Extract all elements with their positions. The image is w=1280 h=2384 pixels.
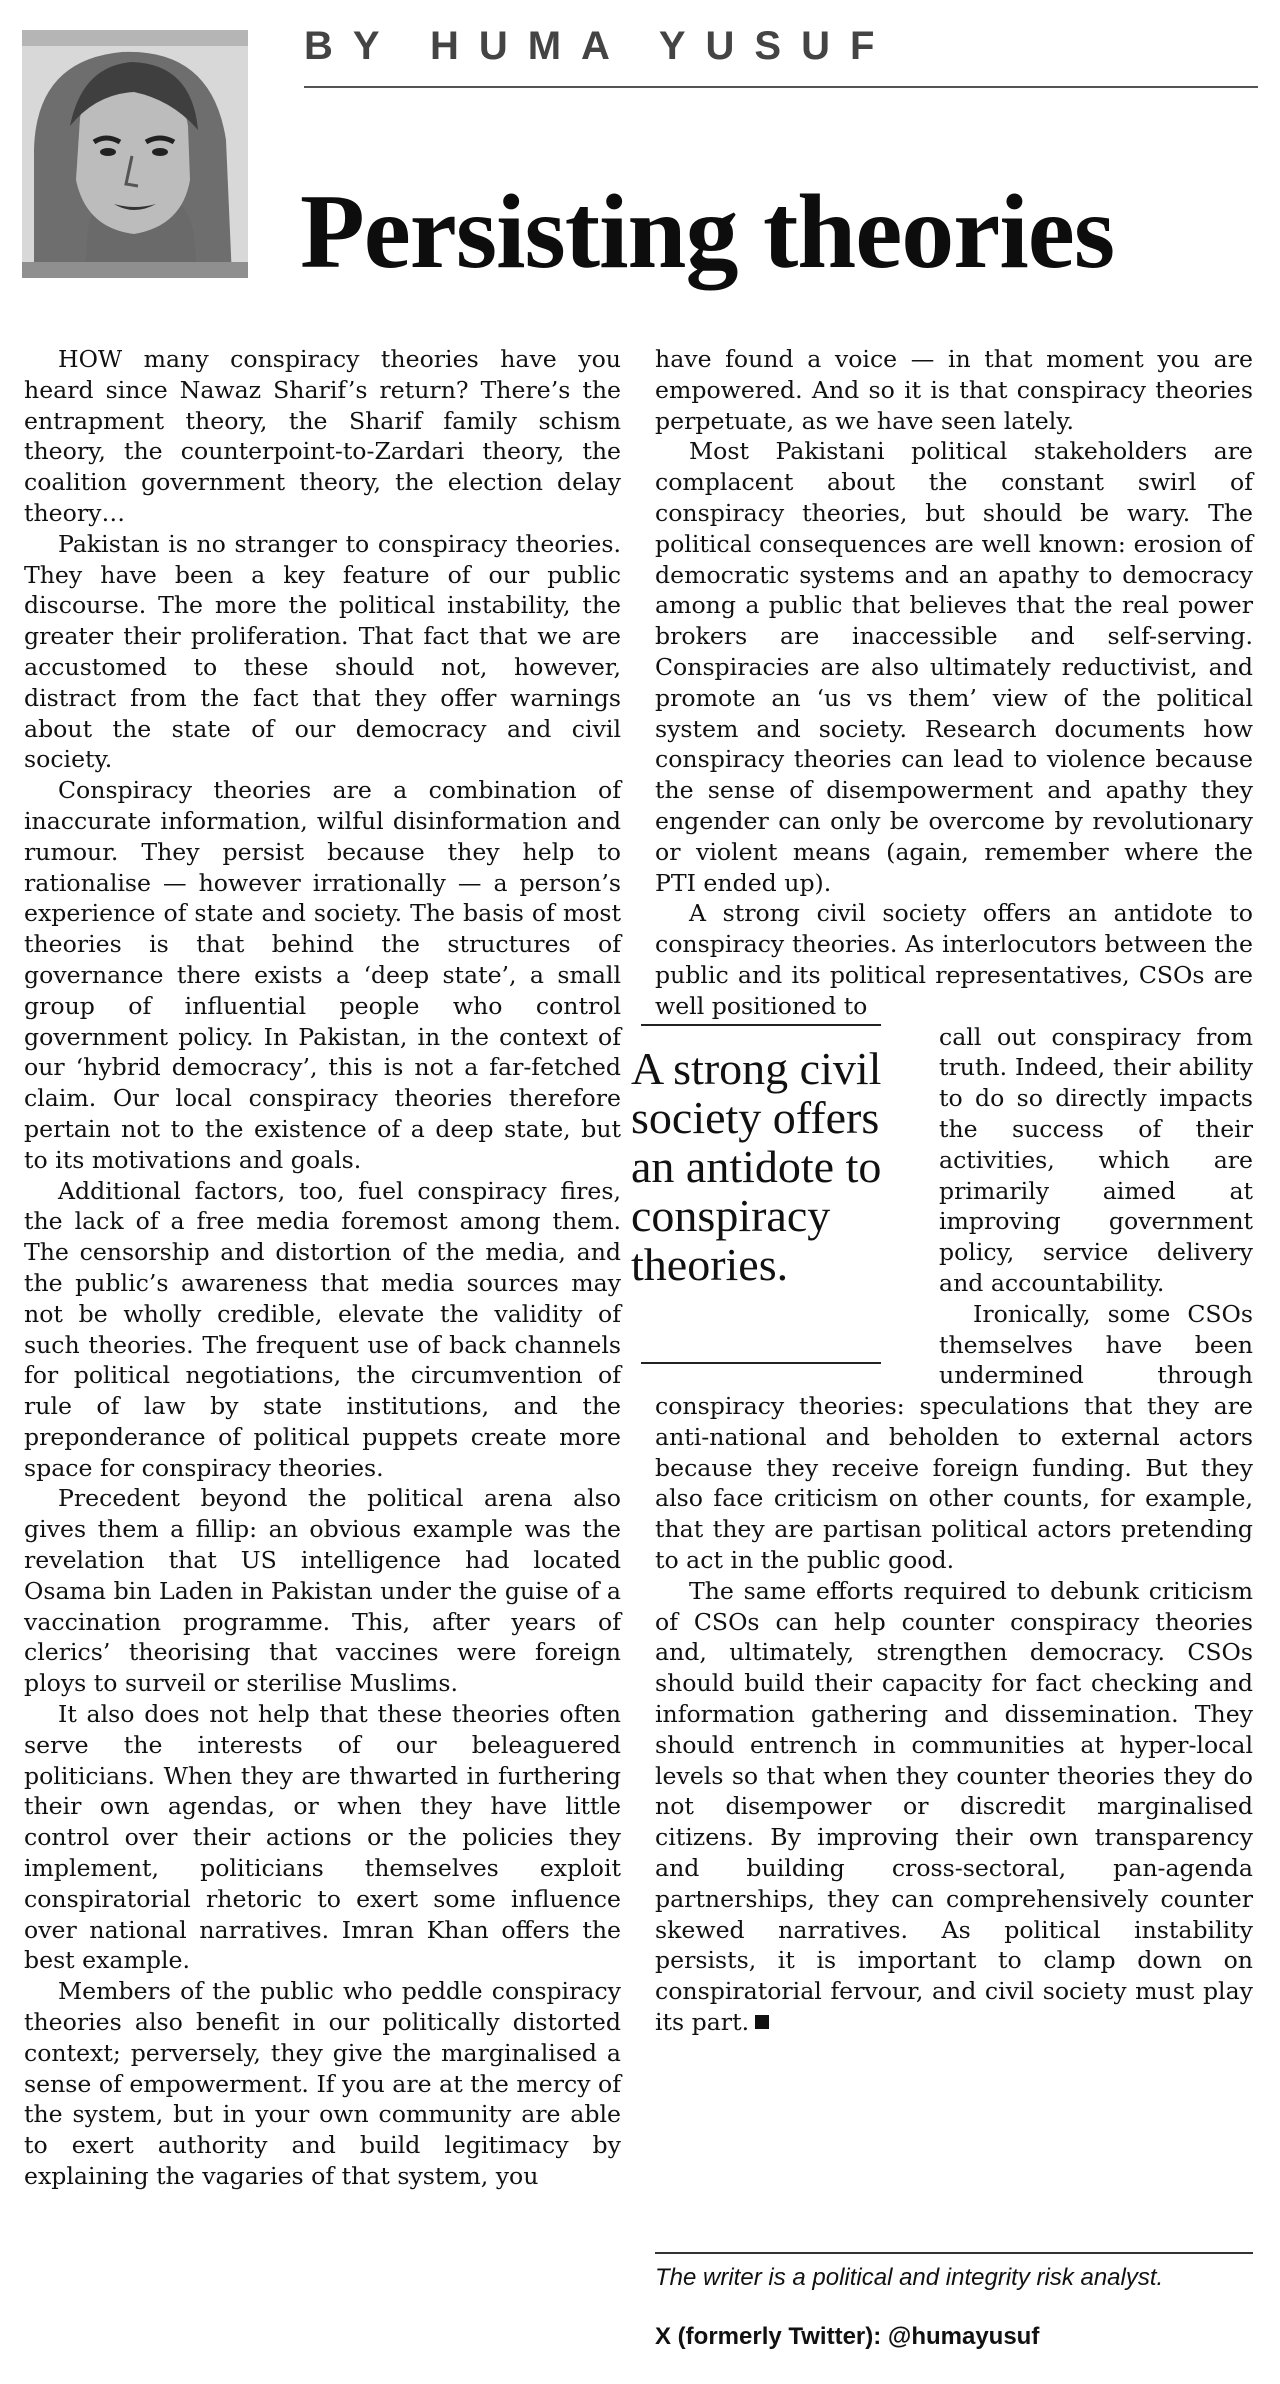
- paragraph: Members of the public who peddle conspiracy theories also benefit in our politically distorted context; perversely, they give the marginalised a sense of empowerment. If you are at the mercy of the system, but in your own community are able to exert authority and build legitimacy by explaining the vagaries of that system, you: [24, 1977, 621, 2191]
- footer-rule: [655, 2252, 1253, 2254]
- author-social-handle: X (formerly Twitter): @humayusuf: [655, 2323, 1040, 2350]
- paragraph: A strong civil society offers an antidote to conspiracy theories. As interlocutors between the public and its political representatives, CSOs are well positioned to: [655, 899, 1253, 1020]
- pull-quote: [605, 1022, 915, 1368]
- paragraph: Pakistan is no stranger to conspiracy theories. They have been a key feature of our public discourse. The more the political instability, the greater their proliferation. That fact that we are accustomed to these should not, however, distract from the fact that they offer warnings about the state of our democracy and civil society.: [24, 529, 621, 774]
- paragraph: Most Pakistani political stakeholders are complacent about the constant swirl of conspiracy theories, but should be wary. The political consequences are well known: erosion of democratic systems and an apathy to democracy among a public that believes that the real power brokers are inaccessible and self-serving. Conspiracies are also ultimately reductivist, and promote an ‘us vs them’ view of the political system and society. Research documents how conspiracy theories can lead to violence because the sense of disempowerment and apathy they engender can only be overcome by revolutionary or violent means (again, remember where the PTI ended up).: [655, 437, 1253, 897]
- headline: Persisting theories: [300, 173, 1115, 290]
- pull-quote-text: A strong civil society offers an antidote to conspiracy theories.: [631, 1042, 882, 1290]
- paragraph: Ironically, some CSOs themselves have been undermined through conspiracy theories: speculations that they are anti-national and beholden to external actors because they receive foreign funding. But they also face criticism on other counts, for example, that they are partisan political actors pretending to act in the public good.: [655, 1299, 1253, 1575]
- paragraph-continuation: have found a voice — in that moment you are empowered. And so it is that conspiracy theories perpetuate, as we have seen lately.: [655, 345, 1253, 435]
- paragraph: Precedent beyond the political arena also gives them a fillip: an obvious example was the revelation that US intelligence had located Osama bin Laden in Pakistan under the guise of a vaccination programme. This, after years of clerics’ theorising that vaccines were foreign ploys to surveil or sterilise Muslims.: [24, 1484, 621, 1698]
- paragraph: It also does not help that these theories often serve the interests of our beleaguered politicians. When they are thwarted in furthering their own agendas, or when they have little control over their actions or the policies they implement, politicians themselves exploit conspiratorial rhetoric to exert some influence over national narratives. Imran Khan offers the best example.: [24, 1700, 621, 1975]
- pull-quote-rule-bottom: [641, 1362, 881, 1364]
- author-note: The writer is a political and integrity risk analyst.: [655, 2264, 1164, 2291]
- column-left: [24, 344, 621, 2192]
- paragraph-final: [655, 1576, 1253, 2038]
- paragraph-final-text: The same efforts required to debunk criticism of CSOs can help counter conspiracy theories and, ultimately, strengthen democracy. CSOs should build their capacity for fact checking and information gathering and dissemination. They should entrench in communities at hyper-local levels so that when they counter theories they do not disempower or discredit marginalised citizens. By improving their own transparency and building cross-sectoral, pan-agenda partnerships, they can comprehensively counter skewed narratives. As political instability persists, it is important to clamp down on conspiratorial fervour, and civil society must play its part.: [655, 1576, 1253, 2037]
- pull-quote-rule-top: [641, 1024, 881, 1026]
- column-right: [631, 344, 1253, 2038]
- end-mark-icon: [755, 2015, 769, 2029]
- byline-rule: [304, 86, 1258, 88]
- author-byline: BY HUMA YUSUF: [304, 24, 895, 68]
- paragraph: call out conspiracy from truth. Indeed, their ability to do so directly impacts the success of their activities, which are primarily aimed at improving government policy, service delivery and accountability.: [939, 1022, 1253, 1297]
- paragraph: HOW many conspiracy theories have you heard since Nawaz Sharif’s return? There’s the entrapment theory, the Sharif family schism theory, the counterpoint-to-Zardari theory, the coalition government theory, the election delay theory…: [24, 345, 621, 527]
- paragraph: Additional factors, too, fuel conspiracy fires, the lack of a free media foremost among them. The censorship and distortion of the media, and the public’s awareness that media sources may not be wholly credible, elevate the validity of such theories. The frequent use of back channels for political negotiations, the circumvention of rule of law by state institutions, and the preponderance of political puppets create more space for conspiracy theories.: [24, 1176, 621, 1482]
- paragraph: Conspiracy theories are a combination of inaccurate information, wilful disinformation and rumour. They persist because they help to rationalise — however irrationally — a person’s experience of state and society. The basis of most theories is that behind the structures of governance there exists a ‘deep state’, a small group of influential people who control government policy. In Pakistan, in the context of our ‘hybrid democracy’, this is not a far-fetched claim. Our local conspiracy theories therefore pertain not to the existence of a deep state, but to its motivations and goals.: [24, 776, 621, 1174]
- author-portrait: [22, 30, 248, 278]
